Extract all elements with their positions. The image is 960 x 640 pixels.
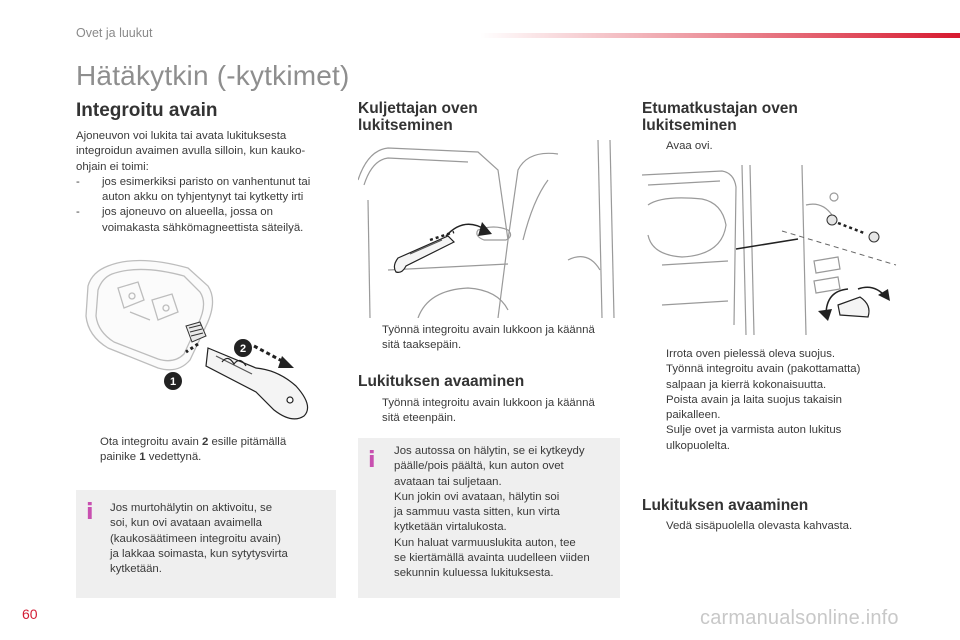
pull-arrowhead xyxy=(278,356,294,368)
integrated-key-heading: Integroitu avain xyxy=(76,100,218,121)
list-item-text xyxy=(102,205,303,236)
pull-arrow xyxy=(254,346,284,362)
intro-line: ohjain ei toimi: xyxy=(76,160,149,173)
watermark: carmanualsonline.info xyxy=(700,607,899,629)
info-icon: i xyxy=(86,500,94,525)
info-icon: i xyxy=(368,448,376,473)
list-item-text xyxy=(102,175,310,206)
alarm-info-box xyxy=(76,490,336,598)
fob-body xyxy=(86,260,213,369)
bullet-mark xyxy=(642,519,666,534)
step-text: Poista avain ja laita suojus takaisin paikalleen. xyxy=(666,393,843,422)
step-text: Irrota oven pielessä oleva suojus. xyxy=(666,348,836,360)
bullet-mark xyxy=(642,423,666,454)
list-line: jos ajoneuvo on alueella, jossa on xyxy=(102,206,273,219)
list-item xyxy=(76,205,346,236)
dash-mark: - xyxy=(76,206,80,219)
driver-door-illustration xyxy=(358,140,620,318)
list-line: jos esimerkiksi paristo on vanhentunut tai xyxy=(102,175,311,188)
bullet-mark xyxy=(642,139,666,154)
bullet-mark xyxy=(642,347,666,362)
rotate-arrowhead xyxy=(478,222,492,236)
step-take-key-out xyxy=(76,435,346,466)
badge-two-label: 2 xyxy=(239,343,247,355)
list-item xyxy=(642,347,904,362)
header-accent-rule xyxy=(480,33,960,38)
step-text: Työnnä integroitu avain lukkoon ja käännä sitä taaksepäin. xyxy=(382,324,595,352)
remove-cover-arrow xyxy=(838,223,864,233)
bullet-mark xyxy=(358,323,382,354)
integrated-key-intro xyxy=(76,129,346,236)
section-label: Ovet ja luukut xyxy=(76,26,153,40)
alarm-info-text: Jos murtohälytin on aktivoitu, se soi, kun ovi avataan avaimella (kaukosäätimeen integroitu avain) ja lakkaa soimasta, kun sytytysvirta kytketään. xyxy=(110,502,288,576)
bullet-mark xyxy=(76,435,100,466)
step-text: Sulje ovet ja varmista auton lukitus ulkopuolelta. xyxy=(666,424,842,452)
driver-door-lock-heading: Kuljettajan oven lukitseminen xyxy=(358,100,478,134)
step-text: Työnnä integroitu avain (pakottamatta) salpaan ja kierrä kokonaisuutta. xyxy=(666,363,861,391)
passenger-unlock-heading: Lukituksen avaaminen xyxy=(642,497,809,514)
dash-mark: - xyxy=(76,175,80,188)
passenger-door-illustration xyxy=(642,165,904,335)
step-text: Vedä sisäpuolella olevasta kahvasta. xyxy=(666,520,853,532)
page-title: Hätäkytkin (-kytkimet) xyxy=(76,60,350,91)
list-line: auton akku on tyhjentynyt tai kytketty irti xyxy=(102,191,304,204)
turn-arrowhead-left xyxy=(818,309,832,321)
step-pull-inner-handle xyxy=(642,519,904,534)
bullet-mark xyxy=(358,396,382,427)
latch-cover xyxy=(827,215,879,242)
page-number: 60 xyxy=(22,606,38,622)
badge-one-label: 1 xyxy=(169,376,177,388)
step-unlock-driver-door xyxy=(358,396,620,427)
list-item xyxy=(642,393,904,424)
step-open-door xyxy=(642,139,902,154)
list-item xyxy=(76,175,346,206)
passenger-lock-steps xyxy=(642,347,904,454)
step-text: Ota integroitu avain 2 esille pitämällä painike 1 vedettynä. xyxy=(100,436,287,464)
driver-unlock-heading: Lukituksen avaaminen xyxy=(358,373,525,390)
passenger-key xyxy=(838,297,869,317)
intro-line: Ajoneuvon voi lukita tai avata lukituksesta xyxy=(76,130,287,142)
passenger-door-lock-heading: Etumatkustajan oven lukitseminen xyxy=(642,100,798,134)
step-lock-driver-door xyxy=(358,323,620,354)
integrated-key-blade xyxy=(206,348,308,419)
bullet-mark xyxy=(642,393,666,424)
intro-line: integroidun avaimen avulla silloin, kun kauko- xyxy=(76,145,306,158)
door-alarm-info-text: Jos autossa on hälytin, se ei kytkeydy päälle/pois päältä, kun auton ovet avataan tai suljetaan. Kun jokin ovi avataan, hälytin soi ja sammuu vasta sitten, kun virta kytketään virtalukosta. Kun haluat varmuuslukita auton, tee se kiertämällä avainta uudelleen viiden sekunnin kuluessa lukituksesta. xyxy=(394,445,590,580)
list-item xyxy=(642,423,904,454)
list-item xyxy=(642,362,904,393)
pointer-line xyxy=(736,239,798,249)
step-text: Avaa ovi. xyxy=(666,140,713,152)
key-fob-illustration xyxy=(78,256,340,426)
list-line: voimakasta sähkömagneettista säteilyä. xyxy=(102,221,304,234)
door-alarm-info-box xyxy=(358,438,620,598)
step-text: Työnnä integroitu avain lukkoon ja käännä sitä eteenpäin. xyxy=(382,397,595,425)
bullet-mark xyxy=(642,362,666,393)
